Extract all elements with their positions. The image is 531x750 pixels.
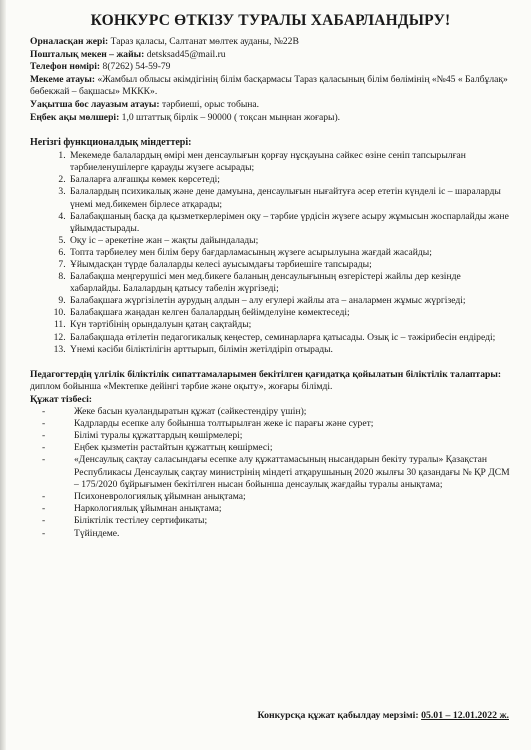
- list-item: 1. Мекемеде балалардың өмірі мен денсаулығын қорғау нұсқауына сәйкес өзіне сеніп тапсырылған тәрбиеленушілерге қарауды жүзеге асырады;: [68, 150, 511, 174]
- salary-label: Еңбек ақы мөлшері:: [30, 111, 120, 123]
- requirements-block: [30, 369, 511, 394]
- list-item: 2. Балаларға алғашқы көмек көрсетеді;: [68, 174, 511, 186]
- list-item: 11. Күн тәртібінің орындалуын қатаң сақтайды;: [68, 319, 511, 331]
- deadline-label: Конкурсқа құжат қабылдау мерзімі:: [257, 710, 419, 721]
- phone-row: [30, 61, 511, 74]
- salary-value: 1,0 штаттық бірлік – 90000 ( тоқсан мыңнан жоғары).: [119, 111, 341, 123]
- email-value: detsksad45@mail.ru: [144, 48, 226, 60]
- list-item: 3. Балалардың психикалық және дене дамуына, денсаулығын нығайтуға әсер ететін күнделі іс – шараларды үнемі мед.бикемен бірлесе атқарады;: [68, 186, 511, 210]
- phone-value: 8(7262) 54-59-79: [100, 61, 171, 73]
- org-value: «Жамбыл облысы әкімдігінің білім басқармасы Тараз қаласының білім бөлімінің «№45 « Балбұлақ» бөбекжай – бақшасы» МККК».: [30, 73, 508, 98]
- position-label: Уақытша бос лауазым атауы:: [30, 98, 160, 110]
- email-row: [30, 49, 511, 62]
- org-row: [30, 74, 511, 99]
- location-label: Орналасқан жері:: [30, 36, 109, 47]
- list-item: 7. Ұйымдасқан түрде балаларды келесі ауысымдағы тәрбиешіге тапсырады;: [68, 259, 511, 271]
- list-item: 5. Оқу іс – әрекетіне жан – жақты дайындалады;: [68, 235, 511, 247]
- list-item: - Біліктілік тестілеу сертификаты;: [42, 515, 511, 527]
- list-item: - Жеке басын куәландыратын құжат (сәйкестендіру үшін);: [42, 406, 511, 418]
- salary-row: [30, 112, 511, 125]
- deadline-line: [258, 710, 510, 721]
- info-block: [30, 36, 511, 124]
- position-value: тәрбиеші, орыс тобына.: [159, 98, 260, 110]
- phone-label: Телефон нөмірі:: [30, 61, 101, 73]
- list-item: - Кадрларды есепке алу бойынша толтырылған жеке іс парағы және сурет;: [42, 418, 511, 430]
- duties-list: [30, 150, 511, 356]
- list-item: - Наркологиялық ұйымнан анықтама;: [42, 503, 511, 515]
- page-title: КОНКУРС ӨТКІЗУ ТУРАЛЫ ХАБАРЛАНДЫРУ!: [90, 12, 451, 29]
- list-item: 6. Топта тәрбиелеу мен білім беру бағдарламасының жүзеге асырылуына жағдай жасайды;: [68, 247, 511, 259]
- list-item: - «Денсаулық сақтау саласындағы есепке алу құжаттамасының нысандарын бекіту туралы» Қазақстан Республикасы Денсаулық сақтау министрінің міндеті атқарушының 2020 жылғы 30 қазандағы № ҚР ДСМ – 175/2020 бұйрығымен бекітілген нысан бойынша денсаулық жағдайы туралы анықтама;: [42, 454, 511, 491]
- list-item: - Еңбек қызметін растайтын құжаттың көшірмесі;: [42, 442, 511, 454]
- list-item: 4. Балабақшаның басқа да қызметкерлерімен оқу – тәрбие үрдісін жүзеге асыру жұмысын жоспарлайды және ұйымдастырады.: [68, 211, 511, 235]
- org-label: Мекеме атауы:: [30, 73, 96, 85]
- scan-edge-shadow: [0, 0, 6, 750]
- list-item: - Психоневрологиялық ұйымнан анықтама;: [42, 491, 511, 503]
- email-label: Пошталық мекен – жайы:: [30, 48, 145, 60]
- list-item: - Білімі туралы құжаттардың көшірмелері;: [42, 430, 511, 442]
- location-value: Тараз қаласы, Салтанат мөлтек ауданы, №22В: [108, 36, 299, 47]
- list-item: 13. Үнемі кәсіби біліктілігін арттырып, білімін жетілдіріп отырады.: [68, 344, 511, 356]
- list-item: 12. Балабақшада өтілетін педагогикалық кеңестер, семинарларға қатысады. Озық іс – тәжірибесін ендіреді;: [68, 332, 511, 344]
- requirements-label: Педагогтердің үлгілік біліктілік сипаттамаларымен бекітілген қағидатқа қойылатын біліктілік талаптары:: [30, 368, 502, 380]
- position-row: [30, 99, 511, 112]
- list-item: 9. Балабақшаға жүргізілетін аурудың алдын – алу егулері жайлы ата – аналармен жұмыс жүргізеді;: [68, 295, 511, 307]
- docs-list: [30, 406, 511, 540]
- duties-heading: Негізгі функционалдық міндеттері:: [30, 137, 192, 149]
- requirements-value: диплом бойынша «Мектепке дейінгі тәрбие және оқыту», жоғары білімді.: [30, 381, 333, 393]
- list-item: 10. Балабақшаға жаңадан келген балалардың бейімделуіне көмектеседі;: [68, 307, 511, 319]
- deadline-dates: 05.01 – 12.01.2022 ж.: [421, 710, 509, 721]
- list-item: 8. Балабақша меңгерушісі мен мед.бикеге баланың денсаулығының өзгерістері жайлы дер кезінде хабарлайды. Балалардың қатысу табелін жүргізеді;: [68, 271, 511, 295]
- docs-heading: Құжат тізбесі:: [30, 393, 93, 405]
- location-row: [30, 36, 511, 49]
- list-item: - Түйіндеме.: [42, 528, 511, 540]
